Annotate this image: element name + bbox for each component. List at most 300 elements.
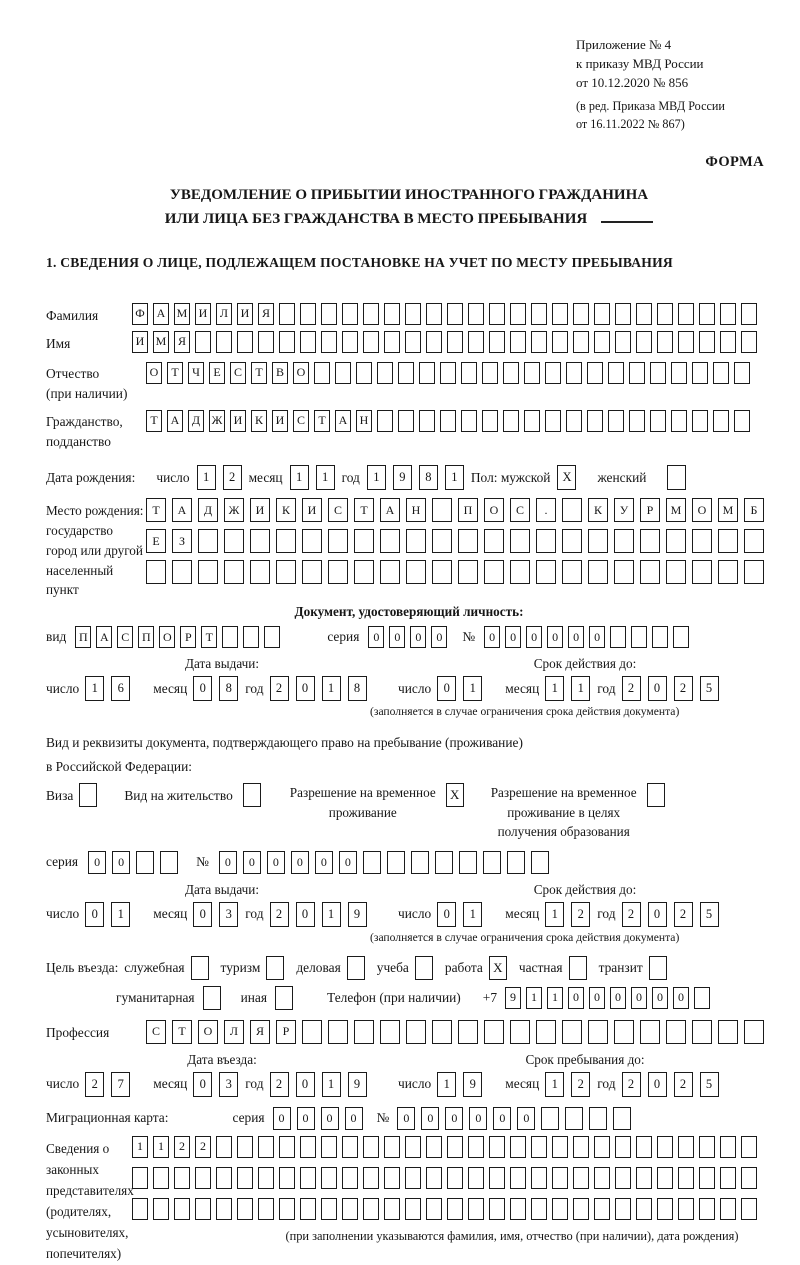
form-cell[interactable]: Д xyxy=(188,410,204,432)
form-cell[interactable] xyxy=(666,560,686,584)
form-cell[interactable] xyxy=(377,362,393,384)
form-cell[interactable] xyxy=(489,303,505,325)
form-cell[interactable] xyxy=(384,1167,400,1189)
form-cell[interactable]: 0 xyxy=(589,626,605,648)
form-cell[interactable] xyxy=(734,362,750,384)
form-cell[interactable] xyxy=(536,560,556,584)
form-cell[interactable]: А xyxy=(380,498,400,522)
form-cell[interactable] xyxy=(405,1198,421,1220)
form-cell[interactable] xyxy=(692,529,712,553)
form-cell[interactable]: С xyxy=(328,498,348,522)
form-cell[interactable] xyxy=(720,1167,736,1189)
form-cell[interactable]: В xyxy=(272,362,288,384)
form-cell[interactable]: 0 xyxy=(445,1107,463,1130)
form-cell[interactable] xyxy=(552,1136,568,1158)
form-cell[interactable]: 2 xyxy=(270,1072,289,1097)
purpose-private-checkbox[interactable] xyxy=(569,956,587,980)
form-cell[interactable] xyxy=(484,560,504,584)
form-cell[interactable] xyxy=(243,626,259,648)
form-cell[interactable]: 0 xyxy=(389,626,405,648)
form-cell[interactable] xyxy=(314,362,330,384)
form-cell[interactable] xyxy=(541,1107,559,1130)
form-cell[interactable] xyxy=(699,1167,715,1189)
form-cell[interactable]: 0 xyxy=(484,626,500,648)
form-cell[interactable] xyxy=(640,560,660,584)
form-cell[interactable]: З xyxy=(172,529,192,553)
form-cell[interactable] xyxy=(673,626,689,648)
form-cell[interactable] xyxy=(744,1020,764,1044)
form-cell[interactable] xyxy=(387,851,405,874)
form-cell[interactable] xyxy=(692,410,708,432)
form-cell[interactable] xyxy=(432,498,452,522)
form-cell[interactable] xyxy=(224,560,244,584)
form-cell[interactable]: 1 xyxy=(197,465,216,490)
form-cell[interactable] xyxy=(713,410,729,432)
form-cell[interactable] xyxy=(237,1167,253,1189)
form-cell[interactable]: О xyxy=(198,1020,218,1044)
form-cell[interactable] xyxy=(650,410,666,432)
form-cell[interactable] xyxy=(694,987,710,1009)
form-cell[interactable] xyxy=(363,1198,379,1220)
form-cell[interactable] xyxy=(636,1167,652,1189)
form-cell[interactable]: 1 xyxy=(322,676,341,701)
form-cell[interactable] xyxy=(629,362,645,384)
form-cell[interactable] xyxy=(276,529,296,553)
form-cell[interactable]: 5 xyxy=(700,902,719,927)
form-cell[interactable] xyxy=(657,1198,673,1220)
form-cell[interactable]: 8 xyxy=(348,676,367,701)
form-cell[interactable]: С xyxy=(510,498,530,522)
form-cell[interactable] xyxy=(608,410,624,432)
form-cell[interactable]: 0 xyxy=(526,626,542,648)
form-cell[interactable]: И xyxy=(237,303,253,325)
form-cell[interactable] xyxy=(552,303,568,325)
form-cell[interactable]: 2 xyxy=(622,676,641,701)
form-cell[interactable] xyxy=(718,529,738,553)
form-cell[interactable] xyxy=(615,303,631,325)
form-cell[interactable] xyxy=(172,560,192,584)
form-cell[interactable]: 2 xyxy=(571,902,590,927)
form-cell[interactable] xyxy=(699,303,715,325)
form-cell[interactable]: 0 xyxy=(505,626,521,648)
form-cell[interactable] xyxy=(636,1198,652,1220)
form-cell[interactable]: А xyxy=(96,626,112,648)
form-cell[interactable] xyxy=(594,1136,610,1158)
form-cell[interactable]: Л xyxy=(224,1020,244,1044)
form-cell[interactable]: К xyxy=(588,498,608,522)
form-cell[interactable]: 0 xyxy=(296,676,315,701)
form-cell[interactable] xyxy=(594,1198,610,1220)
form-cell[interactable] xyxy=(250,560,270,584)
form-cell[interactable] xyxy=(510,1167,526,1189)
form-cell[interactable]: 0 xyxy=(547,626,563,648)
form-cell[interactable] xyxy=(615,1136,631,1158)
form-cell[interactable]: Е xyxy=(146,529,166,553)
form-cell[interactable] xyxy=(300,1198,316,1220)
form-cell[interactable] xyxy=(300,331,316,353)
purpose-humanitarian-checkbox[interactable] xyxy=(203,986,221,1010)
form-cell[interactable] xyxy=(258,1167,274,1189)
form-cell[interactable]: А xyxy=(153,303,169,325)
form-cell[interactable]: 0 xyxy=(267,851,285,874)
form-cell[interactable] xyxy=(224,529,244,553)
form-cell[interactable] xyxy=(354,560,374,584)
form-cell[interactable]: 0 xyxy=(88,851,106,874)
form-cell[interactable] xyxy=(458,529,478,553)
form-cell[interactable]: 1 xyxy=(547,987,563,1009)
form-cell[interactable]: Т xyxy=(314,410,330,432)
form-cell[interactable]: 0 xyxy=(631,987,647,1009)
form-cell[interactable]: Ф xyxy=(132,303,148,325)
form-cell[interactable]: Я xyxy=(258,303,274,325)
form-cell[interactable]: Т xyxy=(146,498,166,522)
form-cell[interactable] xyxy=(302,560,322,584)
form-cell[interactable] xyxy=(384,1198,400,1220)
form-cell[interactable] xyxy=(461,410,477,432)
form-cell[interactable]: 7 xyxy=(111,1072,130,1097)
form-cell[interactable] xyxy=(510,1198,526,1220)
form-cell[interactable]: 0 xyxy=(568,987,584,1009)
form-cell[interactable]: 0 xyxy=(493,1107,511,1130)
form-cell[interactable]: 2 xyxy=(674,1072,693,1097)
form-cell[interactable]: 2 xyxy=(674,676,693,701)
form-cell[interactable]: П xyxy=(458,498,478,522)
form-cell[interactable] xyxy=(258,1198,274,1220)
form-cell[interactable] xyxy=(657,1167,673,1189)
form-cell[interactable]: Ж xyxy=(209,410,225,432)
form-cell[interactable] xyxy=(342,331,358,353)
form-cell[interactable]: 0 xyxy=(610,987,626,1009)
form-cell[interactable]: С xyxy=(293,410,309,432)
form-cell[interactable]: Т xyxy=(172,1020,192,1044)
form-cell[interactable] xyxy=(426,1167,442,1189)
form-cell[interactable]: И xyxy=(250,498,270,522)
form-cell[interactable] xyxy=(524,362,540,384)
form-cell[interactable] xyxy=(489,1167,505,1189)
form-cell[interactable] xyxy=(657,1136,673,1158)
purpose-business-checkbox[interactable] xyxy=(347,956,365,980)
form-cell[interactable] xyxy=(405,1167,421,1189)
form-cell[interactable]: 9 xyxy=(505,987,521,1009)
form-cell[interactable] xyxy=(510,529,530,553)
form-cell[interactable]: Р xyxy=(640,498,660,522)
form-cell[interactable]: . xyxy=(536,498,556,522)
form-cell[interactable] xyxy=(594,1167,610,1189)
form-cell[interactable]: 2 xyxy=(571,1072,590,1097)
form-cell[interactable] xyxy=(432,1020,452,1044)
form-cell[interactable] xyxy=(302,1020,322,1044)
form-cell[interactable] xyxy=(718,560,738,584)
form-cell[interactable] xyxy=(718,1020,738,1044)
form-cell[interactable] xyxy=(489,331,505,353)
form-cell[interactable] xyxy=(657,331,673,353)
form-cell[interactable] xyxy=(419,362,435,384)
form-cell[interactable] xyxy=(363,331,379,353)
form-cell[interactable] xyxy=(363,851,381,874)
form-cell[interactable]: 0 xyxy=(397,1107,415,1130)
form-cell[interactable] xyxy=(636,303,652,325)
form-cell[interactable]: А xyxy=(167,410,183,432)
form-cell[interactable]: 5 xyxy=(700,1072,719,1097)
form-cell[interactable]: 0 xyxy=(112,851,130,874)
form-cell[interactable] xyxy=(671,410,687,432)
form-cell[interactable] xyxy=(264,626,280,648)
form-cell[interactable] xyxy=(562,560,582,584)
form-cell[interactable]: О xyxy=(146,362,162,384)
form-cell[interactable]: 0 xyxy=(648,1072,667,1097)
form-cell[interactable] xyxy=(720,303,736,325)
form-cell[interactable] xyxy=(300,303,316,325)
form-cell[interactable] xyxy=(734,410,750,432)
form-cell[interactable] xyxy=(573,1198,589,1220)
form-cell[interactable]: О xyxy=(484,498,504,522)
form-cell[interactable] xyxy=(432,529,452,553)
form-cell[interactable] xyxy=(483,851,501,874)
form-cell[interactable]: 1 xyxy=(316,465,335,490)
sex-male-checkbox[interactable]: X xyxy=(557,465,576,490)
form-cell[interactable]: 9 xyxy=(348,1072,367,1097)
form-cell[interactable] xyxy=(692,560,712,584)
form-cell[interactable]: И xyxy=(272,410,288,432)
form-cell[interactable] xyxy=(342,1167,358,1189)
form-cell[interactable] xyxy=(536,529,556,553)
form-cell[interactable]: 0 xyxy=(652,987,668,1009)
form-cell[interactable] xyxy=(237,1136,253,1158)
form-cell[interactable] xyxy=(132,1167,148,1189)
form-cell[interactable] xyxy=(458,560,478,584)
form-cell[interactable]: 0 xyxy=(431,626,447,648)
form-cell[interactable]: Т xyxy=(354,498,374,522)
form-cell[interactable]: 1 xyxy=(85,676,104,701)
form-cell[interactable] xyxy=(588,560,608,584)
form-cell[interactable] xyxy=(380,1020,400,1044)
form-cell[interactable] xyxy=(608,362,624,384)
form-cell[interactable] xyxy=(174,1198,190,1220)
form-cell[interactable] xyxy=(384,331,400,353)
form-cell[interactable]: Д xyxy=(198,498,218,522)
form-cell[interactable] xyxy=(692,1020,712,1044)
form-cell[interactable]: 0 xyxy=(85,902,104,927)
form-cell[interactable] xyxy=(440,362,456,384)
form-cell[interactable]: 2 xyxy=(622,1072,641,1097)
form-cell[interactable] xyxy=(447,303,463,325)
form-cell[interactable] xyxy=(678,1136,694,1158)
form-cell[interactable] xyxy=(279,303,295,325)
form-cell[interactable] xyxy=(741,1167,757,1189)
purpose-transit-checkbox[interactable] xyxy=(649,956,667,980)
form-cell[interactable] xyxy=(744,529,764,553)
form-cell[interactable]: У xyxy=(614,498,634,522)
form-cell[interactable]: 2 xyxy=(85,1072,104,1097)
form-cell[interactable] xyxy=(250,529,270,553)
form-cell[interactable]: Л xyxy=(216,303,232,325)
form-cell[interactable] xyxy=(657,303,673,325)
form-cell[interactable] xyxy=(419,410,435,432)
form-cell[interactable] xyxy=(482,362,498,384)
form-cell[interactable]: С xyxy=(230,362,246,384)
form-cell[interactable]: 1 xyxy=(322,1072,341,1097)
form-cell[interactable] xyxy=(222,626,238,648)
form-cell[interactable] xyxy=(666,1020,686,1044)
form-cell[interactable] xyxy=(636,1136,652,1158)
form-cell[interactable] xyxy=(380,560,400,584)
form-cell[interactable] xyxy=(566,362,582,384)
form-cell[interactable]: 9 xyxy=(393,465,412,490)
form-cell[interactable] xyxy=(461,362,477,384)
form-cell[interactable]: 3 xyxy=(219,1072,238,1097)
form-cell[interactable] xyxy=(678,331,694,353)
form-cell[interactable] xyxy=(489,1198,505,1220)
form-cell[interactable] xyxy=(426,1136,442,1158)
form-cell[interactable]: А xyxy=(335,410,351,432)
form-cell[interactable]: 1 xyxy=(322,902,341,927)
form-cell[interactable] xyxy=(741,303,757,325)
form-cell[interactable]: 1 xyxy=(445,465,464,490)
form-cell[interactable] xyxy=(615,1167,631,1189)
form-cell[interactable] xyxy=(195,1167,211,1189)
form-cell[interactable] xyxy=(565,1107,583,1130)
form-cell[interactable] xyxy=(406,560,426,584)
form-cell[interactable]: 0 xyxy=(297,1107,315,1130)
form-cell[interactable] xyxy=(503,362,519,384)
form-cell[interactable] xyxy=(216,1198,232,1220)
form-cell[interactable] xyxy=(588,1020,608,1044)
form-cell[interactable] xyxy=(573,1167,589,1189)
form-cell[interactable]: 8 xyxy=(219,676,238,701)
form-cell[interactable] xyxy=(615,1198,631,1220)
form-cell[interactable] xyxy=(713,362,729,384)
form-cell[interactable] xyxy=(640,529,660,553)
form-cell[interactable]: Е xyxy=(209,362,225,384)
form-cell[interactable] xyxy=(132,1198,148,1220)
form-cell[interactable] xyxy=(510,331,526,353)
form-cell[interactable] xyxy=(573,331,589,353)
form-cell[interactable] xyxy=(720,331,736,353)
form-cell[interactable] xyxy=(468,1167,484,1189)
form-cell[interactable]: 0 xyxy=(296,1072,315,1097)
form-cell[interactable]: 8 xyxy=(419,465,438,490)
form-cell[interactable] xyxy=(510,1136,526,1158)
form-cell[interactable]: 0 xyxy=(273,1107,291,1130)
purpose-work-checkbox[interactable]: X xyxy=(489,956,507,980)
form-cell[interactable] xyxy=(302,529,322,553)
form-cell[interactable] xyxy=(552,331,568,353)
form-cell[interactable]: 0 xyxy=(291,851,309,874)
form-cell[interactable]: Р xyxy=(180,626,196,648)
form-cell[interactable]: Т xyxy=(167,362,183,384)
form-cell[interactable] xyxy=(631,626,647,648)
form-cell[interactable] xyxy=(531,851,549,874)
form-cell[interactable]: 0 xyxy=(648,902,667,927)
form-cell[interactable] xyxy=(328,1020,348,1044)
purpose-official-checkbox[interactable] xyxy=(191,956,209,980)
form-cell[interactable] xyxy=(237,1198,253,1220)
form-cell[interactable] xyxy=(279,331,295,353)
form-cell[interactable] xyxy=(195,331,211,353)
form-cell[interactable]: Н xyxy=(356,410,372,432)
form-cell[interactable] xyxy=(447,331,463,353)
form-cell[interactable] xyxy=(650,362,666,384)
form-cell[interactable] xyxy=(741,1136,757,1158)
form-cell[interactable] xyxy=(406,1020,426,1044)
form-cell[interactable] xyxy=(198,560,218,584)
form-cell[interactable]: Я xyxy=(174,331,190,353)
form-cell[interactable]: К xyxy=(251,410,267,432)
form-cell[interactable]: 1 xyxy=(463,902,482,927)
form-cell[interactable]: К xyxy=(276,498,296,522)
form-cell[interactable] xyxy=(321,1198,337,1220)
form-cell[interactable] xyxy=(699,1136,715,1158)
form-cell[interactable]: 1 xyxy=(545,1072,564,1097)
form-cell[interactable] xyxy=(613,1107,631,1130)
sex-female-checkbox[interactable] xyxy=(667,465,686,490)
form-cell[interactable] xyxy=(354,1020,374,1044)
form-cell[interactable] xyxy=(237,331,253,353)
form-cell[interactable] xyxy=(160,851,178,874)
form-cell[interactable] xyxy=(562,529,582,553)
form-cell[interactable] xyxy=(531,1167,547,1189)
form-cell[interactable] xyxy=(594,303,610,325)
form-cell[interactable] xyxy=(384,1136,400,1158)
form-cell[interactable]: Т xyxy=(146,410,162,432)
form-cell[interactable] xyxy=(468,1198,484,1220)
form-cell[interactable] xyxy=(216,1167,232,1189)
form-cell[interactable] xyxy=(699,1198,715,1220)
form-cell[interactable]: Н xyxy=(406,498,426,522)
form-cell[interactable] xyxy=(573,1136,589,1158)
form-cell[interactable] xyxy=(531,331,547,353)
visa-checkbox[interactable] xyxy=(79,783,97,807)
form-cell[interactable] xyxy=(258,331,274,353)
form-cell[interactable]: 0 xyxy=(673,987,689,1009)
form-cell[interactable] xyxy=(588,529,608,553)
form-cell[interactable] xyxy=(610,626,626,648)
form-cell[interactable]: 1 xyxy=(132,1136,148,1158)
form-cell[interactable]: 0 xyxy=(315,851,333,874)
form-cell[interactable]: 1 xyxy=(526,987,542,1009)
form-cell[interactable]: Р xyxy=(276,1020,296,1044)
form-cell[interactable]: 0 xyxy=(568,626,584,648)
form-cell[interactable] xyxy=(153,1167,169,1189)
form-cell[interactable]: Т xyxy=(251,362,267,384)
form-cell[interactable] xyxy=(531,1198,547,1220)
form-cell[interactable] xyxy=(405,303,421,325)
form-cell[interactable] xyxy=(354,529,374,553)
form-cell[interactable] xyxy=(552,1167,568,1189)
form-cell[interactable]: 0 xyxy=(339,851,357,874)
purpose-study-checkbox[interactable] xyxy=(415,956,433,980)
form-cell[interactable] xyxy=(377,410,393,432)
form-cell[interactable] xyxy=(484,529,504,553)
form-cell[interactable] xyxy=(545,362,561,384)
form-cell[interactable] xyxy=(594,331,610,353)
form-cell[interactable] xyxy=(671,362,687,384)
form-cell[interactable] xyxy=(573,303,589,325)
form-cell[interactable] xyxy=(678,1198,694,1220)
form-cell[interactable] xyxy=(545,410,561,432)
form-cell[interactable] xyxy=(447,1136,463,1158)
form-cell[interactable]: Ч xyxy=(188,362,204,384)
form-cell[interactable] xyxy=(524,410,540,432)
form-cell[interactable]: 2 xyxy=(674,902,693,927)
form-cell[interactable] xyxy=(468,303,484,325)
form-cell[interactable] xyxy=(279,1167,295,1189)
form-cell[interactable] xyxy=(652,626,668,648)
form-cell[interactable] xyxy=(552,1198,568,1220)
form-cell[interactable]: 9 xyxy=(463,1072,482,1097)
form-cell[interactable]: М xyxy=(174,303,190,325)
form-cell[interactable] xyxy=(363,303,379,325)
